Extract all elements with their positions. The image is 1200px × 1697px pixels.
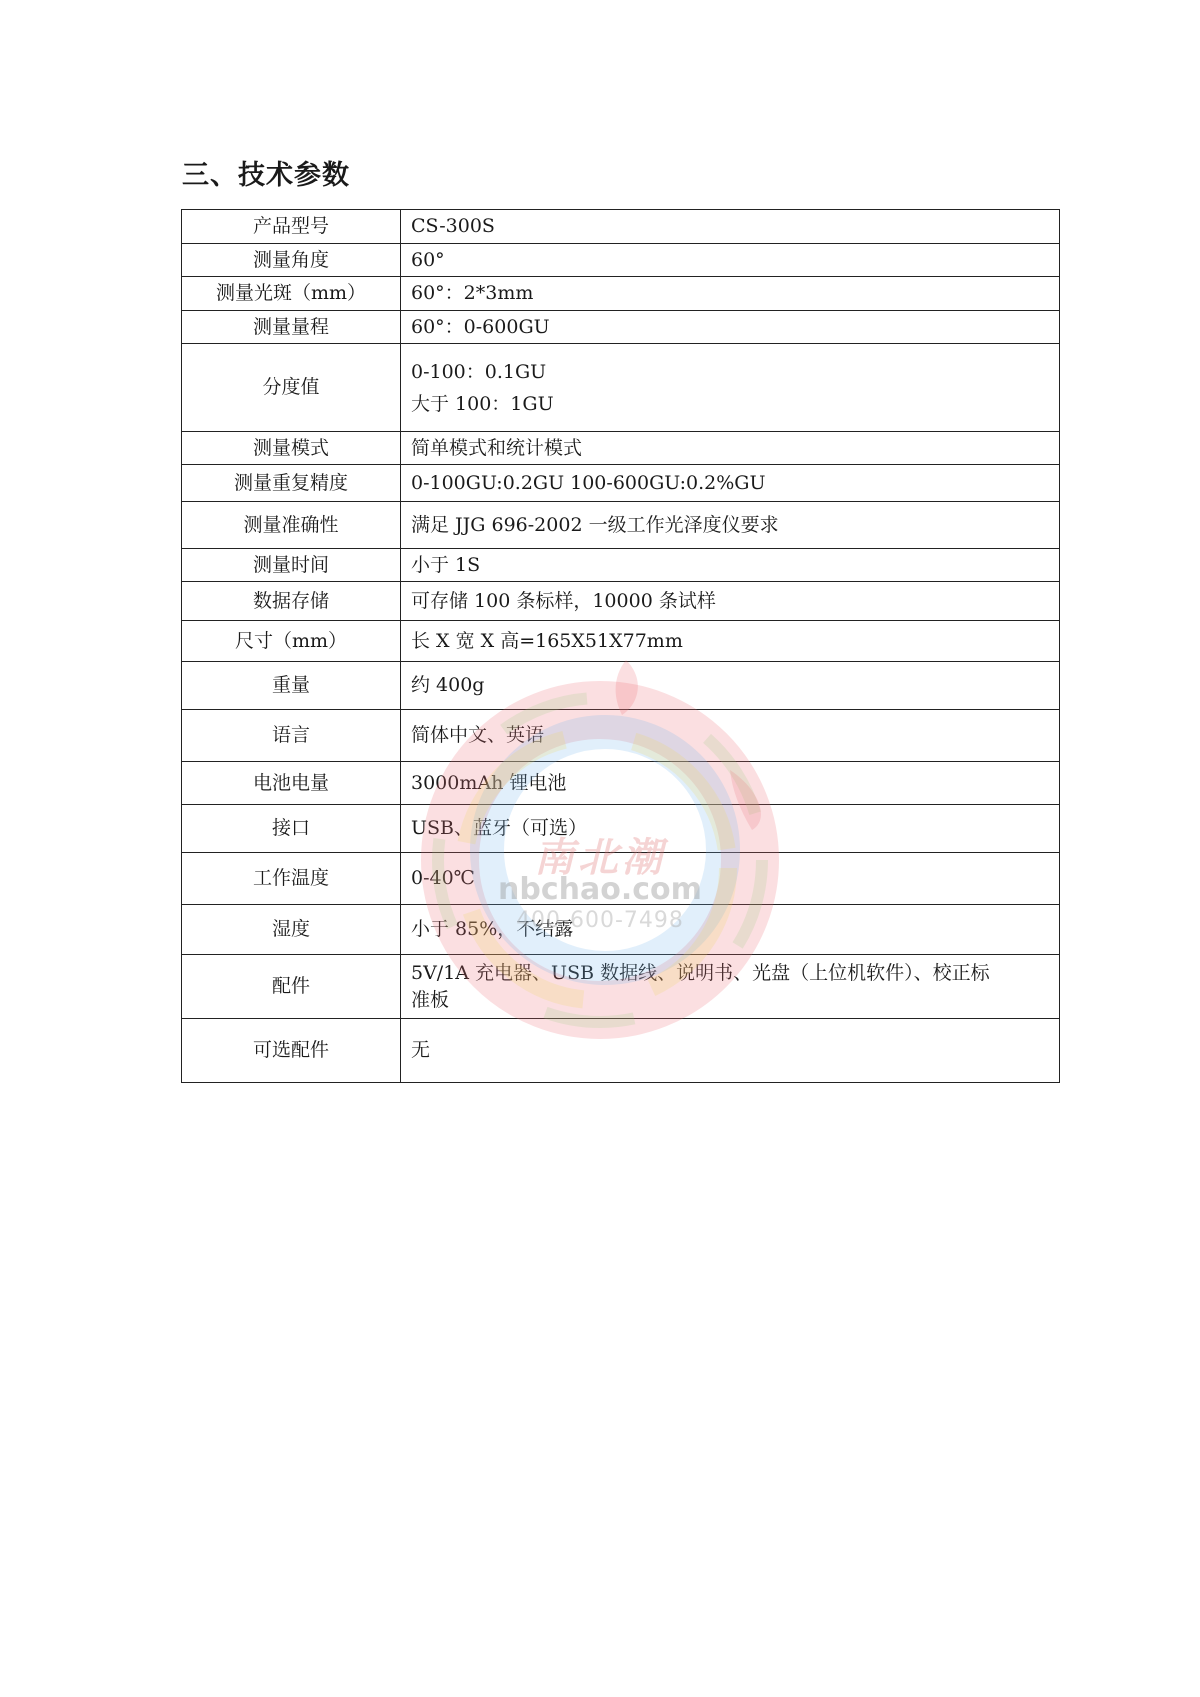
spec-value-line: 0-40℃ (411, 867, 475, 889)
spec-row (182, 582, 1060, 621)
spec-label: 测量模式 (182, 432, 401, 465)
spec-label: 工作温度 (182, 853, 401, 905)
spec-row (182, 244, 1060, 277)
spec-value (401, 549, 1060, 582)
spec-label: 数据存储 (182, 582, 401, 621)
spec-label: 湿度 (182, 905, 401, 955)
spec-row (182, 277, 1060, 311)
spec-value (401, 344, 1060, 432)
spec-value (401, 955, 1060, 1019)
spec-row (182, 465, 1060, 502)
spec-value-line: 60° (411, 248, 445, 271)
spec-row (182, 549, 1060, 582)
spec-row (182, 1019, 1060, 1083)
spec-row (182, 210, 1060, 244)
watermark-site: nbchao.com (498, 872, 702, 907)
spec-value (401, 582, 1060, 621)
spec-value (401, 244, 1060, 277)
spec-value-line: 满足 JJG 696-2002 一级工作光泽度仪要求 (411, 513, 779, 536)
spec-row (182, 432, 1060, 465)
spec-label: 分度值 (182, 344, 401, 432)
spec-value (401, 762, 1060, 805)
section-heading: 三、技术参数 (182, 160, 350, 191)
spec-value-line: 5V/1A 充电器、USB 数据线、说明书、光盘（上位机软件）、校正标 (411, 961, 990, 984)
spec-row (182, 344, 1060, 432)
spec-value-line: 小于 85%，不结露 (411, 918, 574, 940)
spec-value-line: 大于 100：1GU (411, 392, 554, 415)
spec-row (182, 762, 1060, 805)
spec-value-line: 准板 (411, 988, 450, 1011)
spec-label: 配件 (182, 955, 401, 1019)
spec-value-line: 可存储 100 条标样，10000 条试样 (411, 589, 716, 612)
spec-label: 测量时间 (182, 549, 401, 582)
watermark-brand: 南北潮 (534, 835, 666, 881)
spec-row (182, 805, 1060, 853)
spec-value-line: 0-100：0.1GU (411, 360, 547, 383)
spec-value-line: 小于 1S (411, 553, 481, 576)
spec-label: 测量准确性 (182, 502, 401, 549)
spec-value (401, 853, 1060, 905)
spec-table (181, 209, 1060, 1083)
spec-label: 语言 (182, 710, 401, 762)
spec-value-line: 简体中文、英语 (411, 724, 545, 746)
spec-row (182, 621, 1060, 662)
spec-label: 测量量程 (182, 311, 401, 344)
spec-value (401, 465, 1060, 502)
spec-value (401, 710, 1060, 762)
spec-value-line: USB、蓝牙（可选） (411, 817, 587, 839)
spec-label: 产品型号 (182, 210, 401, 244)
spec-row (182, 853, 1060, 905)
spec-value (401, 805, 1060, 853)
spec-value-line: 约 400g (411, 674, 485, 696)
spec-label: 电池电量 (182, 762, 401, 805)
spec-label: 重量 (182, 662, 401, 710)
spec-value-line: 简单模式和统计模式 (411, 436, 583, 459)
spec-value (401, 905, 1060, 955)
spec-value (401, 277, 1060, 311)
spec-label: 接口 (182, 805, 401, 853)
spec-row (182, 905, 1060, 955)
spec-row (182, 662, 1060, 710)
spec-value (401, 621, 1060, 662)
spec-value-line: 60°：0-600GU (411, 315, 550, 338)
spec-value (401, 502, 1060, 549)
spec-row (182, 311, 1060, 344)
spec-value (401, 432, 1060, 465)
spec-value-line: 0-100GU:0.2GU 100-600GU:0.2%GU (411, 471, 766, 494)
spec-label: 测量角度 (182, 244, 401, 277)
spec-label: 测量重复精度 (182, 465, 401, 502)
spec-label: 测量光斑（mm） (182, 277, 401, 311)
spec-value (401, 210, 1060, 244)
spec-value (401, 311, 1060, 344)
spec-value-line: 长 X 宽 X 高=165X51X77mm (411, 629, 683, 652)
spec-label: 可选配件 (182, 1019, 401, 1083)
spec-table-body (182, 210, 1060, 1083)
spec-label: 尺寸（mm） (182, 621, 401, 662)
spec-row (182, 955, 1060, 1019)
watermark-phone: 400-600-7498 (516, 908, 684, 933)
spec-value-line: CS-300S (411, 215, 495, 237)
spec-value-line: 3000mAh 锂电池 (411, 771, 567, 794)
spec-value (401, 662, 1060, 710)
spec-value (401, 1019, 1060, 1083)
spec-row (182, 710, 1060, 762)
spec-row (182, 502, 1060, 549)
spec-value-line: 60°：2*3mm (411, 282, 534, 304)
spec-value-line: 无 (411, 1039, 431, 1061)
